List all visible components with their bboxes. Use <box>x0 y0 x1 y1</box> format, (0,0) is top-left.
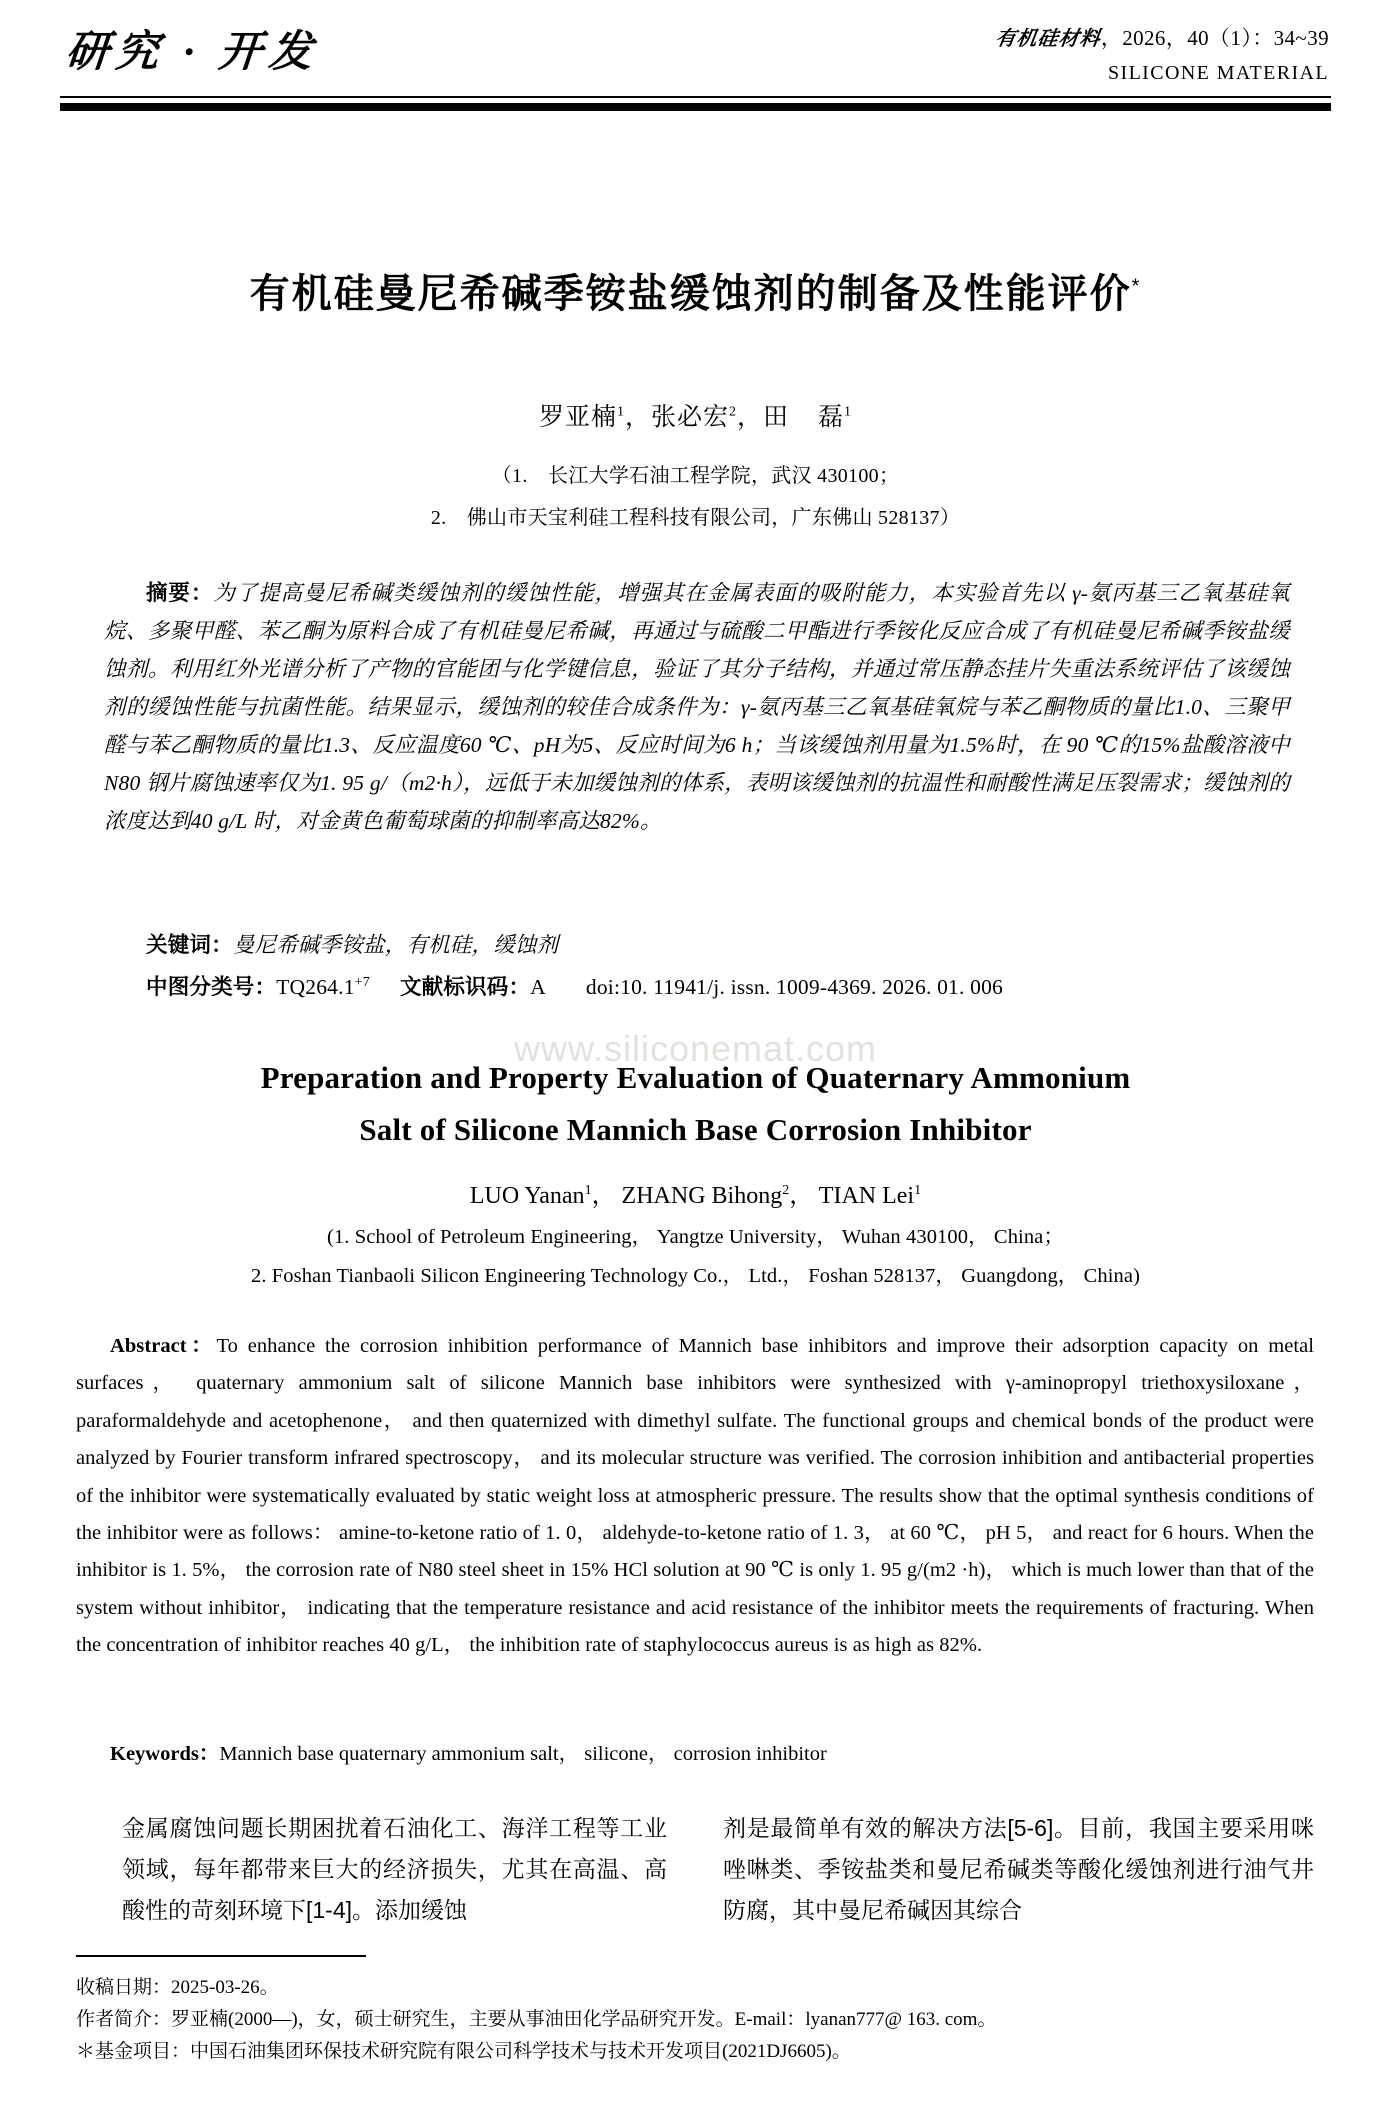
body-paragraph-left: 金属腐蚀问题长期困扰着石油化工、海洋工程等工业领域，每年都带来巨大的经济损失，尤其在高温、高酸性的苛刻环境下[1-4]。添加缓蚀 <box>122 1815 667 1923</box>
title-footnote-marker: * <box>1131 275 1142 298</box>
keywords-cn-label: 关键词： <box>146 933 233 957</box>
masthead-rule-thin <box>60 96 1331 98</box>
affiliation-en-2: 2. Foshan Tianbaoli Silicon Engineering Technology Co.， Ltd.， Foshan 528137， Guangdong， China) <box>250 1265 1141 1287</box>
page-title-cn <box>0 262 1391 319</box>
abstract-en-text: To enhance the corrosion inhibition performance of Mannich base inhibitors and improve their adsorption capacity on metal surfaces， quaternary ammonium salt of silicone Mannich base inhibitors were synthesized with γ-aminopropyl triethoxysiloxane， paraformaldehyde and acetophenone， and then quaternized with dimethyl sulfate. The functional groups and chemical bonds of the product were analyzed by Fourier transform infrared spectroscopy， and its molecular structure was verified. The corrosion inhibition and antibacterial properties of the inhibitor were systematically evaluated by static weight loss at atmospheric pressure. The results show that the optimal synthesis conditions of the inhibitor were as follows： amine-to-ketone ratio of 1. 0， aldehyde-to-ketone ratio of 1. 3， at 60 ℃， pH 5， and react for 6 hours. When the inhibitor is 1. 5%， the corrosion rate of N80 steel sheet in 15% HCl solution at 90 ℃ is only 1. 95 g/(m2 ·h)， which is much lower than that of the system without inhibitor， indicating that the temperature resistance and acid resistance of the inhibitor meets the requirements of fracturing. When the concentration of inhibitor reaches 40 g/L， the inhibition rate of staphylococcus aureus is as high as 82%. <box>76 1335 1314 1657</box>
clc-line <box>146 970 1003 1001</box>
clc-label: 中图分类号： <box>146 975 277 999</box>
page-title-en-line2: Salt of Silicone Mannich Base Corrosion Inhibitor <box>359 1112 1032 1147</box>
body-column-right <box>723 1808 1314 1938</box>
keywords-en <box>110 1736 1310 1766</box>
journal-name-cn: 有机硅材料 <box>993 28 1103 50</box>
masthead-rule-thick <box>60 103 1331 111</box>
title-cn-text: 有机硅曼尼希碱季铵盐缓蚀剂的制备及性能评价 <box>249 272 1132 316</box>
keywords-cn-text: 曼尼希碱季铵盐，有机硅，缓蚀剂 <box>232 933 559 957</box>
journal-name-en: SILICONE MATERIAL <box>1107 62 1329 84</box>
body-columns <box>76 1808 1314 1938</box>
affiliation-cn-1: （1. 长江大学石油工程学院，武汉 430100； <box>491 465 900 487</box>
clc-value: TQ264.1 <box>276 975 355 999</box>
affiliation-en-1: (1. School of Petroleum Engineering， Yangtze University， Wuhan 430100， China； <box>326 1226 1064 1248</box>
keywords-en-label: Keywords： <box>110 1743 220 1765</box>
section-label: 研究 · 开发 <box>63 29 321 76</box>
page-title-en-line1: Preparation and Property Evaluation of Quaternary Ammonium <box>260 1060 1131 1095</box>
abstract-cn-text: 为了提高曼尼希碱类缓蚀剂的缓蚀性能，增强其在金属表面的吸附能力，本实验首先以 γ-氨丙基三乙氧基硅氧烷、多聚甲醛、苯乙酮为原料合成了有机硅曼尼希碱，再通过与硫酸二甲酯进行季铵化反应合成了有机硅曼尼希碱季铵盐缓蚀剂。利用红外光谱分析了产物的官能团与化学键信息，验证了其分子结构，并通过常压静态挂片失重法系统评估了该缓蚀剂的缓蚀性能与抗菌性能。结果显示，缓蚀剂的较佳合成条件为：γ-氨丙基三乙氧基硅氧烷与苯乙酮物质的量比1.0、三聚甲醛与苯乙酮物质的量比1.3、反应温度60 ℃、pH为5、反应时间为6 h；当该缓蚀剂用量为1.5%时，在 90 ℃的15%盐酸溶液中N80 钢片腐蚀速率仅为1. 95 g/（m2·h），远低于未加缓蚀剂的体系，表明该缓蚀剂的抗温性和耐酸性满足压裂需求；缓蚀剂的浓度达到40 g/L 时，对金黄色葡萄球菌的抑制率高达82%。 <box>104 581 1291 833</box>
body-column-left <box>76 1808 667 1938</box>
authors-en: LUO Yanan$^1$， ZHANG Bihong$^2$， TIAN Lei$^1$ <box>469 1183 922 1209</box>
site-watermark: www.siliconemat.com <box>513 1028 878 1069</box>
footnote-author-bio: 作者简介：罗亚楠(2000—)，女，硕士研究生，主要从事油田化学品研究开发。E-mail：lyanan777@ 163. com。 <box>76 2009 997 2030</box>
journal-info <box>993 22 1329 85</box>
footnote-divider <box>76 1955 366 1957</box>
journal-citation: ，2026，40（1）：34~39 <box>1100 26 1329 50</box>
body-paragraph-right: 剂是最简单有效的解决方法[5-6]。目前，我国主要采用咪唑啉类、季铵盐类和曼尼希碱类等酸化缓蚀剂进行油气井防腐，其中曼尼希碱因其综合 <box>723 1815 1314 1923</box>
doc-code-label: 文献标识码： <box>399 975 531 999</box>
doc-code-value: A <box>530 975 546 999</box>
footnotes <box>76 1972 1316 2068</box>
affiliation-cn-2: 2. 佛山市天宝利硅工程科技有限公司，广东佛山 528137） <box>430 507 961 529</box>
page-masthead <box>0 0 1391 118</box>
clc-superscript: +7 <box>354 974 370 990</box>
abstract-cn <box>104 574 1290 840</box>
abstract-en <box>76 1328 1314 1665</box>
doi-value: doi:10. 11941/j. issn. 1009-4369. 2026. 01. 006 <box>585 975 1003 999</box>
authors-cn: 罗亚楠$^1$，张必宏$^2$，田 磊$^1$ <box>538 404 853 431</box>
journal-citation-line <box>993 22 1329 52</box>
footnote-funding: ＊基金项目：中国石油集团环保技术研究院有限公司科学技术与技术开发项目(2021DJ6605)。 <box>76 2041 851 2062</box>
abstract-cn-label: 摘要： <box>146 581 214 605</box>
keywords-cn <box>146 928 558 959</box>
keywords-en-text: Mannich base quaternary ammonium salt， silicone， corrosion inhibitor <box>219 1743 827 1765</box>
footnote-received-date: 收稿日期：2025-03-26。 <box>76 1977 279 1998</box>
abstract-en-label: Abstract： <box>110 1335 217 1357</box>
